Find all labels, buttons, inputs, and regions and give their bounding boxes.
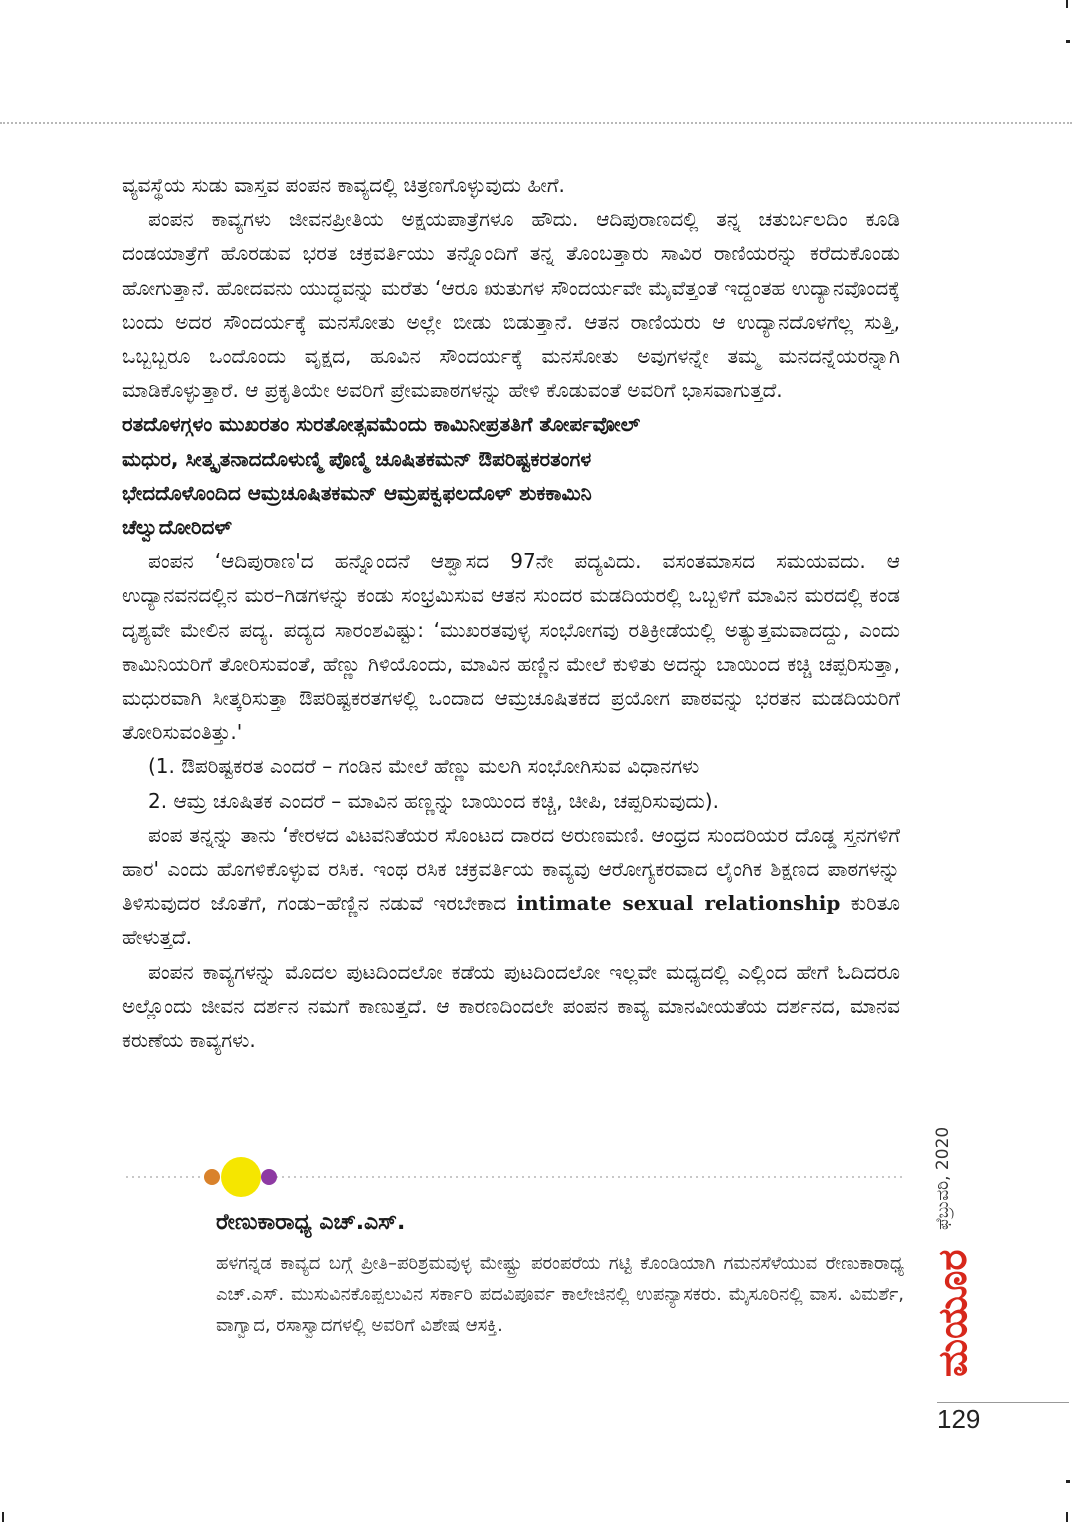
orange-dot [204,1169,220,1185]
crop-mark [1066,40,1070,43]
page-number: 129 [937,1404,981,1434]
crop-mark [1066,1480,1070,1483]
verse-line: ಮಧುರ, ಸೀತ್ಕೃತನಾದದೊಳುಣ್ಮಿ ಪೊಣ್ಮಿ ಚೂಷಿತಕಮನ್ ಔಪರಿಷ್ಟಕರತಂಗಳ [122,446,592,471]
article-body [122,168,900,1057]
verse-line: ರತದೊಳಗ್ಗಳಂ ಮುಖರತಂ ಸುರತೋತ್ಸವಮೆಂದು ಕಾಮಿನೀಪ್ರತತಿಗೆ ತೋರ್ಪವೋಲ್ [122,412,641,437]
yellow-circle [221,1157,261,1197]
footnote-line: 2. ಆಮ್ರ ಚೂಷಿತಕ ಎಂದರೆ – ಮಾವಿನ ಹಣ್ಣನ್ನು ಬಾಯಿಂದ ಕಚ್ಚಿ, ಚೀಪಿ, ಚಪ್ಪರಿಸುವುದು). [148,788,719,813]
body-paragraph: ವ್ಯವಸ್ಥೆಯ ಸುಡು ವಾಸ್ತವ ಪಂಪನ ಕಾವ್ಯದಲ್ಲಿ ಚಿತ್ರಣಗೊಳ್ಳುವುದು ಹೀಗೆ. [122,173,565,197]
issue-date: ಫೆಬ್ರುವರಿ, 2020 [933,1126,953,1230]
section-divider [126,1152,906,1202]
body-paragraph [122,818,900,955]
body-paragraph: ಪಂಪನ ಕಾವ್ಯಗಳು ಜೀವನಪ್ರೀತಿಯ ಅಕ್ಷಯಪಾತ್ರೆಗಳೂ ಹೌದು. ಆದಿಪುರಾಣದಲ್ಲಿ ತನ್ನ ಚತುರ್ಬಲದಿಂ ಕೂಡಿ ದಂಡಯಾತ್ರೆಗೆ ಹೊರಡುವ ಭರತ ಚಕ್ರವರ್ತಿಯು ತನ್ನೊಂದಿಗೆ ತನ್ನ ತೊಂಬತ್ತಾರು ಸಾವಿರ ರಾಣಿಯರನ್ನು ಕರೆದುಕೊಂಡು ಹೋಗುತ್ತಾನೆ. ಹೋದವನು ಯುದ್ಧವನ್ನು ಮರೆತು ‘ಆರೂ ಋತುಗಳ ಸೌಂದರ್ಯವೇ ಮೈವೆತ್ತಂತೆ ಇದ್ದಂತಹ ಉದ್ಯಾನವೊಂದಕ್ಕೆ ಬಂದು ಅದರ ಸೌಂದರ್ಯಕ್ಕೆ ಮನಸೋತು ಅಲ್ಲೇ ಬೀಡು ಬಿಡುತ್ತಾನೆ. ಆತನ ರಾಣಿಯರು ಆ ಉದ್ಯಾನದೊಳಗೆಲ್ಲ ಸುತ್ತಿ, ಒಬ್ಬಬ್ಬರೂ ಒಂದೊಂದು ವೃಕ್ಷದ, ಹೂವಿನ ಸೌಂದರ್ಯಕ್ಕೆ ಮನಸೋತು ಅವುಗಳನ್ನೇ ತಮ್ಮ ಮನದನ್ನೆಯರನ್ನಾಗಿ ಮಾಡಿಕೊಳ್ಳುತ್ತಾರೆ. ಆ ಪ್ರಕೃತಿಯೇ ಅವರಿಗೆ ಪ್ರೇಮಪಾಠಗಳನ್ನು ಹೇಳಿ ಕೊಡುವಂತೆ ಅವರಿಗೆ ಭಾಸವಾಗುತ್ತದೆ. [122,207,900,403]
verse-line: ಚೆಲ್ವುದೋರಿದಳ್ [122,515,232,540]
text-run: ಕುರಿತೂ ಹೇಳುತ್ತದೆ. [122,891,901,950]
crop-mark [2,1512,4,1522]
magazine-logo: ಮಯೂರ [930,1249,976,1377]
english-phrase: intimate sexual relationship [516,891,841,916]
body-paragraph: ಪಂಪನ ಕಾವ್ಯಗಳನ್ನು ಮೊದಲ ಪುಟದಿಂದಲೋ ಕಡೆಯ ಪುಟದಿಂದಲೋ ಇಲ್ಲವೇ ಮಧ್ಯದಲ್ಲಿ ಎಲ್ಲಿಂದ ಹೇಗೆ ಓದಿದರೂ ಅಲ್ಲೊಂದು ಜೀವನ ದರ್ಶನ ನಮಗೆ ಕಾಣುತ್ತದೆ. ಆ ಕಾರಣದಿಂದಲೇ ಪಂಪನ ಕಾವ್ಯ ಮಾನವೀಯತೆಯ ದರ್ಶನದ, ಮಾನವ ಕರುಣೆಯ ಕಾವ್ಯಗಳು. [122,959,900,1053]
verse-line: ಭೇದದೊಳೊಂದಿದ ಆಮ್ರಚೂಷಿತಕಮನ್ ಆಮ್ರಪಕ್ವಫಲದೊಳ್ ಶುಕಕಾಮಿನಿ [122,480,592,505]
purple-dot [261,1169,277,1185]
text-run: ಪಂಪ ತನ್ನನ್ನು ತಾನು ‘ಕೇರಳದ ವಿಟವನಿತೆಯರ ಸೊಂಟದ ದಾರದ ಅರುಣಮಣಿ. ಆಂಧ್ರದ ಸುಂದರಿಯರ ದೊಡ್ಡ ಸ್ತನಗಳಿಗೆ ಹಾರ' ಎಂದು ಹೊಗಳಿಕೊಳ್ಳುವ ರಸಿಕ. ಇಂಥ ರಸಿಕ ಚಕ್ರವರ್ತಿಯ ಕಾವ್ಯವು ಆರೋಗ್ಯಕರವಾದ ಲೈಂಗಿಕ ಶಿಕ್ಷಣದ ಪಾಠಗಳನ್ನು ತಿಳಿಸುವುದರ ಜೊತೆಗೆ, ಗಂಡು–ಹೆಣ್ಣಿನ ನಡುವೆ ಇರಬೇಕಾದ [122,822,900,916]
author-bio: ಹಳಗನ್ನಡ ಕಾವ್ಯದ ಬಗ್ಗೆ ಪ್ರೀತಿ–ಪರಿಶ್ರಮವುಳ್ಳ ಮೇಷ್ಟ್ರು ಪರಂಪರೆಯ ಗಟ್ಟಿ ಕೊಂಡಿಯಾಗಿ ಗಮನಸೆಳೆಯುವ ರೇಣುಕಾರಾಧ್ಯ ಎಚ್.ಎಸ್. ಮುಸುವಿನಕೊಪ್ಪಲುವಿನ ಸರ್ಕಾರಿ ಪದವಿಪೂರ್ವ ಕಾಲೇಜಿನಲ್ಲಿ ಉಪನ್ಯಾಸಕರು. ಮೈಸೂರಿನಲ್ಲಿ ವಾಸ. ವಿಮರ್ಶೆ, ವಾಗ್ವಾದ, ರಸಾಸ್ವಾದಗಳಲ್ಲಿ ಅವರಿಗೆ ವಿಶೇಷ ಆಸಕ್ತಿ. [216,1253,904,1336]
body-paragraph: ಪಂಪನ ‘ಆದಿಪುರಾಣ'ದ ಹನ್ನೊಂದನೆ ಆಶ್ವಾಸದ 97ನೇ ಪದ್ಯವಿದು. ವಸಂತಮಾಸದ ಸಮಯವದು. ಆ ಉದ್ಯಾನವನದಲ್ಲಿನ ಮರ–ಗಿಡಗಳನ್ನು ಕಂಡು ಸಂಭ್ರಮಿಸುವ ಆತನ ಸುಂದರ ಮಡದಿಯರಲ್ಲಿ ಒಬ್ಬಳಿಗೆ ಮಾವಿನ ಮರದಲ್ಲಿ ಕಂಡ ದೃಶ್ಯವೇ ಮೇಲಿನ ಪದ್ಯ. ಪದ್ಯದ ಸಾರಂಶವಿಷ್ಟು: ‘ಮುಖರತವುಳ್ಳ ಸಂಭೋಗವು ರತಿಕ್ರೀಡೆಯಲ್ಲಿ ಅತ್ಯುತ್ತಮವಾದದ್ದು, ಎಂದು ಕಾಮಿನಿಯರಿಗೆ ತೋರಿಸುವಂತೆ, ಹೆಣ್ಣು ಗಿಳಿಯೊಂದು, ಮಾವಿನ ಹಣ್ಣಿನ ಮೇಲೆ ಕುಳಿತು ಅದನ್ನು ಬಾಯಿಂದ ಕಚ್ಚಿ ಚಪ್ಪರಿಸುತ್ತಾ, ಮಧುರವಾಗಿ ಸೀತ್ಕರಿಸುತ್ತಾ ಔಪರಿಷ್ಟಕರತಗಳಲ್ಲಿ ಒಂದಾದ ಆಮ್ರಚೂಷಿತಕದ ಪ್ರಯೋಗ ಪಾಠವನ್ನು ಭರತನ ಮಡದಿಯರಿಗೆ ತೋರಿಸುವಂತಿತ್ತು.' [122,549,900,745]
page-number-rule [937,1402,1069,1403]
crop-mark [1066,1512,1068,1522]
sidebar-masthead [925,1090,985,1400]
author-name: ರೇಣುಕಾರಾಧ್ಯ ಎಚ್.ಎಸ್. [216,1210,406,1235]
header-dotted-rule [0,122,1072,124]
crop-mark [1066,0,1068,8]
footnote-line: (1. ಔಪರಿಷ್ಟಕರತ ಎಂದರೆ – ಗಂಡಿನ ಮೇಲೆ ಹೆಣ್ಣು ಮಲಗಿ ಸಂಭೋಗಿಸುವ ವಿಧಾನಗಳು [148,754,700,779]
verse-block [122,407,900,544]
